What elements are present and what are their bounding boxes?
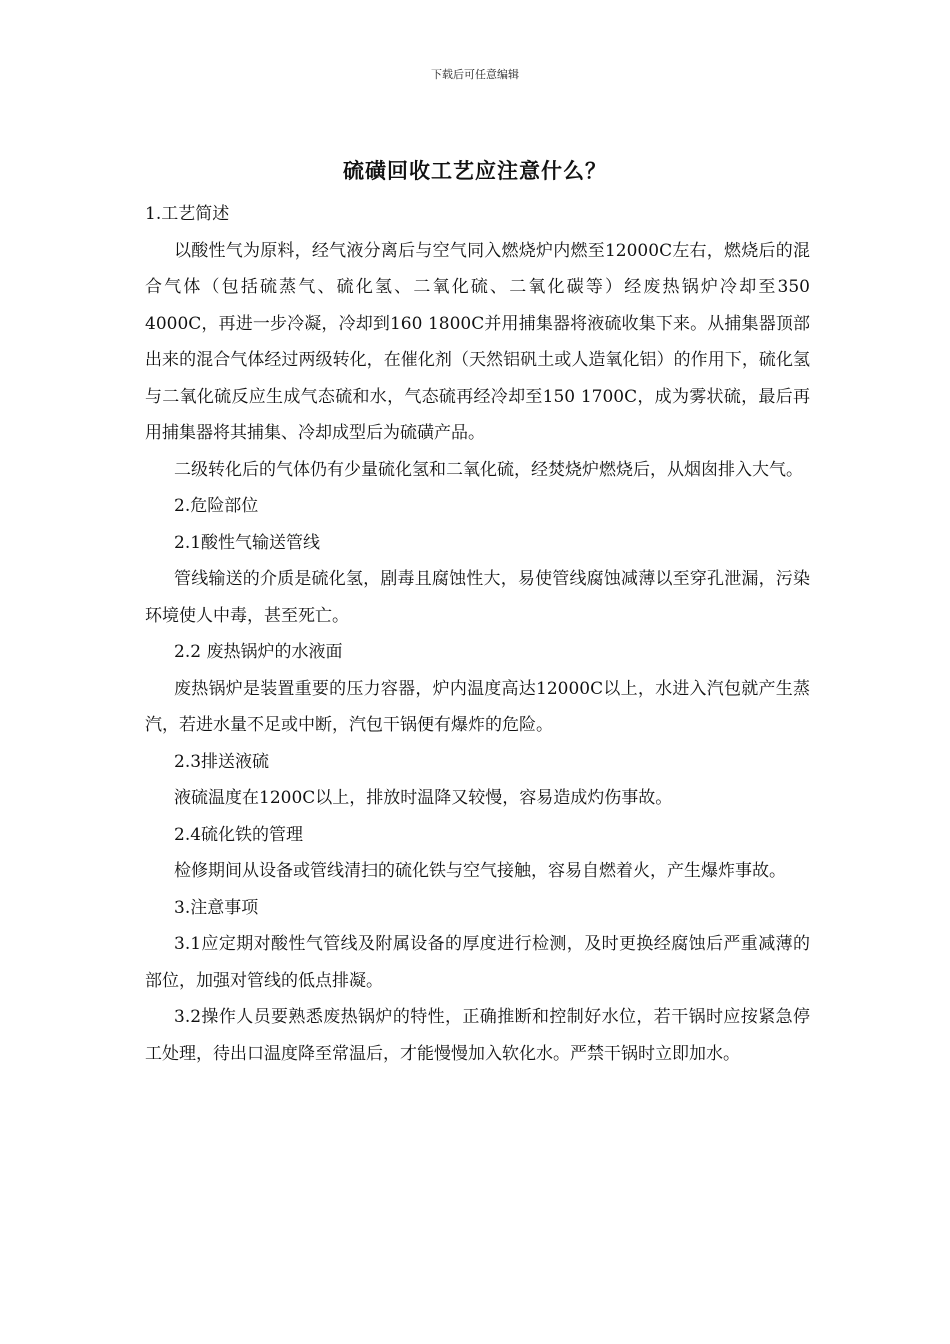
paragraph: 以酸性气为原料，经气液分离后与空气同入燃烧炉内燃至12000C左右，燃烧后的混合气体（包括硫蒸气、硫化氢、二氧化硫、二氧化碳等）经废热锅炉冷却至350 4000C，再进一步冷凝，冷却到160 1800C并用捕集器将液硫收集下来。从捕集器顶部出来的混合气体经过两级转化，在催化剂（天然铝矾土或人造氧化铝）的作用下，硫化氢与二氧化硫反应生成气态硫和水，气态硫再经冷却至150 1700C，成为雾状硫，最后再用捕集器将其捕集、冷却成型后为硫磺产品。 <box>145 240 810 443</box>
paragraph: 管线输送的介质是硫化氢，剧毒且腐蚀性大，易使管线腐蚀减薄以至穿孔泄漏，污染环境使人中毒，甚至死亡。 <box>145 569 810 626</box>
section-heading: 1.工艺简述 <box>145 204 230 224</box>
document-title: 硫磺回收工艺应注意什么？ <box>343 158 607 183</box>
subsection-heading: 2.3排送液硫 <box>174 751 270 772</box>
document-body <box>145 196 810 1072</box>
paragraph: 3.1应定期对酸性气管线及附属设备的厚度进行检测，及时更换经腐蚀后严重减薄的部位，加强对管线的低点排凝。 <box>145 934 810 991</box>
section-heading: 3.注意事项 <box>174 897 259 918</box>
paragraph: 二级转化后的气体仍有少量硫化氢和二氧化硫，经焚烧炉燃烧后，从烟囱排入大气。 <box>174 459 803 480</box>
subsection-heading: 2.2 废热锅炉的水液面 <box>174 642 343 662</box>
section-heading: 2.危险部位 <box>174 496 259 516</box>
paragraph: 废热锅炉是装置重要的压力容器，炉内温度高达12000C以上，水进入汽包就产生蒸汽，若进水量不足或中断，汽包干锅便有爆炸的危险。 <box>145 678 810 735</box>
paragraph: 液硫温度在1200C以上，排放时温降又较慢，容易造成灼伤事故。 <box>174 788 673 808</box>
paragraph: 检修期间从设备或管线清扫的硫化铁与空气接触，容易自燃着火，产生爆炸事故。 <box>174 861 786 881</box>
subsection-heading: 2.1酸性气输送管线 <box>174 532 321 553</box>
header-note: 下载后可任意编辑 <box>431 68 519 81</box>
paragraph: 3.2操作人员要熟悉废热锅炉的特性，正确推断和控制好水位，若干锅时应按紧急停工处理，待出口温度降至常温后，才能慢慢加入软化水。严禁干锅时立即加水。 <box>145 1007 810 1064</box>
subsection-heading: 2.4硫化铁的管理 <box>174 824 304 845</box>
